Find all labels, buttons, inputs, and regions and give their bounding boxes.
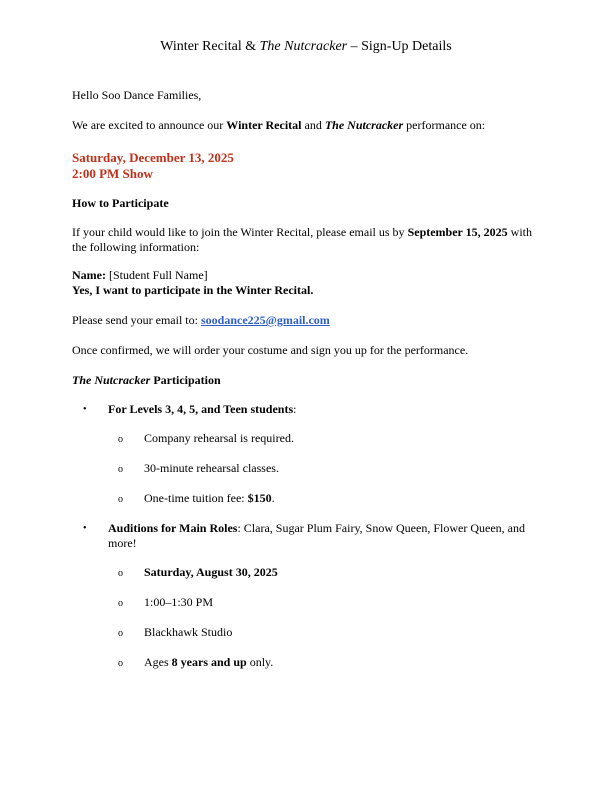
auditions-item-time: 1:00–1:30 PM bbox=[144, 595, 214, 609]
event-date: Saturday, December 13, 2025 bbox=[72, 150, 234, 165]
participation-confirm-line: Yes, I want to participate in the Winter Recital. bbox=[72, 283, 314, 297]
how-to-participate-heading: How to Participate bbox=[72, 196, 169, 210]
title-italic: The Nutcracker bbox=[259, 39, 348, 54]
bullet-icon: • bbox=[83, 404, 87, 415]
instructions: If your child would like to join the Winter Recital, please email us by September 15, 2025 with the following information: bbox=[72, 225, 533, 254]
nutcracker-heading: The Nutcracker Participation bbox=[72, 373, 221, 387]
auditions-item-date: Saturday, August 30, 2025 bbox=[144, 565, 278, 579]
auditions-item-location: Blackhawk Studio bbox=[144, 625, 233, 639]
auditions-bullet: Auditions for Main Roles: Clara, Sugar Plum Fairy, Snow Queen, Flower Queen, and more! bbox=[108, 521, 525, 550]
sub-bullet-icon: o bbox=[118, 494, 123, 505]
confirmation-text: Once confirmed, we will order your costume and sign you up for the performance. bbox=[72, 343, 469, 357]
auditions-item-ages: Ages 8 years and up only. bbox=[144, 655, 274, 669]
sub-bullet-icon: o bbox=[118, 598, 123, 609]
announcement: We are excited to announce our Winter Recital and The Nutcracker performance on: bbox=[72, 118, 486, 132]
levels-item-3: One-time tuition fee: $150. bbox=[144, 491, 275, 505]
sub-bullet-icon: o bbox=[118, 658, 123, 669]
name-line: Name: [Student Full Name] bbox=[72, 268, 208, 282]
sub-bullet-icon: o bbox=[118, 628, 123, 639]
event-time: 2:00 PM Show bbox=[72, 166, 153, 181]
email-line: Please send your email to: soodance225@gmail.com bbox=[72, 313, 330, 327]
levels-bullet: For Levels 3, 4, 5, and Teen students: bbox=[108, 402, 297, 416]
document-title: Winter Recital & The Nutcracker – Sign-Up Details bbox=[160, 39, 452, 54]
email-link[interactable]: soodance225@gmail.com bbox=[200, 313, 330, 327]
bullet-icon: • bbox=[83, 523, 87, 534]
sub-bullet-icon: o bbox=[118, 434, 123, 445]
levels-item-1: Company rehearsal is required. bbox=[144, 431, 294, 445]
sub-bullet-icon: o bbox=[118, 568, 123, 579]
sub-bullet-icon: o bbox=[118, 464, 123, 475]
greeting: Hello Soo Dance Families, bbox=[72, 88, 202, 102]
levels-item-2: 30-minute rehearsal classes. bbox=[144, 461, 279, 475]
